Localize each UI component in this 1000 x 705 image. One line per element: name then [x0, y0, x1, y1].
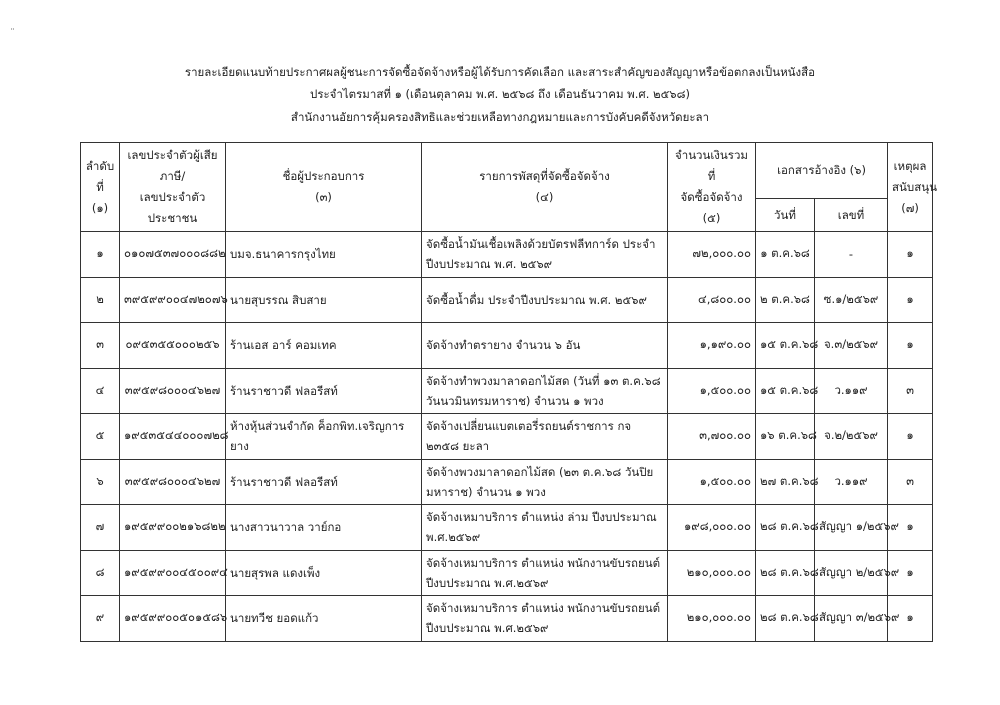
cell-vendor: นางสาวนาวาล วาย์กอ	[226, 505, 422, 551]
cell-taxid: ๓๙๕๙๘๐๐๐๔๖๒๗	[120, 459, 226, 505]
cell-reason: ๑	[888, 505, 933, 551]
col-header-item: รายการพัสดุที่จัดซื้อจัดจ้าง (๔)	[422, 143, 668, 232]
cell-taxid: ๐๑๐๗๕๓๗๐๐๐๘๘๒	[120, 232, 226, 278]
table-row	[81, 323, 933, 369]
cell-taxid: ๑๙๕๓๕๔๔๐๐๐๗๒๘	[120, 414, 226, 460]
cell-ref-no: สัญญา ๓/๒๕๖๙	[815, 596, 888, 642]
cell-vendor: นายสุรพล แดงเพ็ง	[226, 550, 422, 596]
col-header-no: ลำดับที่ (๑)	[81, 143, 120, 232]
col-header-ref-no: เลขที่	[815, 199, 888, 232]
cell-no: ๒	[81, 277, 120, 323]
cell-ref-no: จ.๓/๒๕๖๙	[815, 323, 888, 369]
cell-amount: ๒๑๐,๐๐๐.๐๐	[668, 596, 756, 642]
cell-ref-no: สัญญา ๑/๒๕๖๙	[815, 505, 888, 551]
table-row	[81, 368, 933, 414]
cell-item: จัดจ้างเหมาบริการ ตำแหน่ง พนักงานขับรถยนต์ ปีงบประมาณ พ.ศ.๒๕๖๙	[422, 596, 668, 642]
cell-date: ๑๕ ต.ค.๖๘	[756, 368, 815, 414]
scan-mark: ¨	[10, 28, 15, 39]
col-header-reason: เหตุผล สนับสนุน (๗)	[888, 143, 933, 232]
cell-amount: ๑,๕๐๐.๐๐	[668, 368, 756, 414]
cell-ref-no: สัญญา ๒/๒๕๖๙	[815, 550, 888, 596]
cell-taxid: ๑๙๕๙๙๐๐๒๑๖๘๒๒	[120, 505, 226, 551]
cell-date: ๑๕ ต.ค.๖๘	[756, 323, 815, 369]
table-row	[81, 596, 933, 642]
cell-no: ๓	[81, 323, 120, 369]
cell-taxid: ๓๙๕๙๘๐๐๐๔๖๒๗	[120, 368, 226, 414]
table-row	[81, 505, 933, 551]
cell-reason: ๑	[888, 232, 933, 278]
cell-amount: ๑๙๘,๐๐๐.๐๐	[668, 505, 756, 551]
cell-amount: ๔,๘๐๐.๐๐	[668, 277, 756, 323]
cell-amount: ๑,๕๐๐.๐๐	[668, 459, 756, 505]
cell-vendor: ร้านราชาวดี ฟลอรีสท์	[226, 368, 422, 414]
cell-reason: ๑	[888, 323, 933, 369]
cell-vendor: ร้านเอส อาร์ คอมเทค	[226, 323, 422, 369]
cell-amount: ๑,๑๙๐.๐๐	[668, 323, 756, 369]
cell-reason: ๑	[888, 277, 933, 323]
cell-vendor: ห้างหุ้นส่วนจำกัด ค็อกพิท.เจริญการยาง	[226, 414, 422, 460]
cell-no: ๑	[81, 232, 120, 278]
cell-no: ๙	[81, 596, 120, 642]
cell-item: จัดจ้างเหมาบริการ ตำแหน่ง พนักงานขับรถยนต์ ปีงบประมาณ พ.ศ.๒๕๖๙	[422, 550, 668, 596]
table-row	[81, 459, 933, 505]
cell-item: จัดจ้างพวงมาลาดอกไม้สด (๒๓ ต.ค.๖๘ วันปิยมหาราช) จำนวน ๑ พวง	[422, 459, 668, 505]
cell-reason: ๓	[888, 459, 933, 505]
cell-amount: ๓,๗๐๐.๐๐	[668, 414, 756, 460]
cell-date: ๑๖ ต.ค.๖๘	[756, 414, 815, 460]
cell-no: ๖	[81, 459, 120, 505]
report-agency: สำนักงานอัยการคุ้มครองสิทธิและช่วยเหลือทางกฎหมายและการบังคับคดีจังหวัดยะลา	[290, 110, 710, 124]
cell-taxid: ๑๙๕๙๙๐๐๕๐๑๕๘๖	[120, 596, 226, 642]
table-row	[81, 277, 933, 323]
procurement-table	[80, 142, 937, 642]
cell-ref-no: -	[815, 232, 888, 278]
cell-date: ๑ ต.ค.๖๘	[756, 232, 815, 278]
cell-no: ๗	[81, 505, 120, 551]
report-title: รายละเอียดแนบท้ายประกาศผลผู้ชนะการจัดซื้อจัดจ้างหรือผู้ได้รับการคัดเลือก และสาระสำคัญของสัญญาหรือข้อตกลงเป็นหนังสือ	[184, 65, 816, 79]
cell-date: ๒๗ ต.ค.๖๘	[756, 459, 815, 505]
cell-amount: ๗๒,๐๐๐.๐๐	[668, 232, 756, 278]
cell-item: จัดซื้อน้ำมันเชื้อเพลิงด้วยบัตรฟลีทการ์ด ประจำปีงบประมาณ พ.ศ. ๒๕๖๙	[422, 232, 668, 278]
cell-ref-no: ว.๑๑๙	[815, 459, 888, 505]
cell-taxid: ๐๙๕๓๕๕๐๐๐๒๕๖	[120, 323, 226, 369]
cell-item: จัดซื้อน้ำดื่ม ประจำปีงบประมาณ พ.ศ. ๒๕๖๙	[422, 277, 668, 323]
col-header-ref-date: วันที่	[756, 199, 815, 232]
cell-reason: ๑	[888, 414, 933, 460]
cell-no: ๘	[81, 550, 120, 596]
cell-no: ๕	[81, 414, 120, 460]
cell-vendor: นายสุบรรณ สิบสาย	[226, 277, 422, 323]
cell-vendor: บมจ.ธนาคารกรุงไทย	[226, 232, 422, 278]
cell-vendor: ร้านราชาวดี ฟลอรีสท์	[226, 459, 422, 505]
col-header-reference: เอกสารอ้างอิง (๖)	[756, 143, 888, 199]
cell-date: ๒๘ ต.ค.๖๘	[756, 505, 815, 551]
cell-reason: ๑	[888, 550, 933, 596]
table-row	[81, 232, 933, 278]
table-row	[81, 414, 933, 460]
cell-reason: ๑	[888, 596, 933, 642]
cell-item: จัดจ้างทำตรายาง จำนวน ๖ อัน	[422, 323, 668, 369]
report-period: ประจำไตรมาสที่ ๑ (เดือนตุลาคม พ.ศ. ๒๕๖๘ ถึง เดือนธันวาคม พ.ศ. ๒๕๖๘)	[310, 87, 690, 101]
col-header-amount: จำนวนเงินรวมที่ จัดซื้อจัดจ้าง (๕)	[668, 143, 756, 232]
col-header-taxid: เลขประจำตัวผู้เสีย ภาษี/ เลขประจำตัวประชาชน	[120, 143, 226, 232]
table-row	[81, 550, 933, 596]
cell-ref-no: ว.๑๑๙	[815, 368, 888, 414]
cell-date: ๒ ต.ค.๖๘	[756, 277, 815, 323]
cell-taxid: ๓๙๕๙๙๐๐๔๗๒๐๗๖	[120, 277, 226, 323]
cell-ref-no: ซ.๑/๒๕๖๙	[815, 277, 888, 323]
cell-no: ๔	[81, 368, 120, 414]
cell-item: จัดจ้างทำพวงมาลาดอกไม้สด (วันที่ ๑๓ ต.ค.๖๘ วันนวมินทรมหาราช) จำนวน ๑ พวง	[422, 368, 668, 414]
cell-taxid: ๑๙๕๙๙๐๐๔๕๐๐๙๔	[120, 550, 226, 596]
cell-date: ๒๘ ต.ค.๖๘	[756, 596, 815, 642]
col-header-vendor: ชื่อผู้ประกอบการ (๓)	[226, 143, 422, 232]
cell-vendor: นายทวีช ยอดแก้ว	[226, 596, 422, 642]
cell-item: จัดจ้างเปลี่ยนแบตเตอรี่รถยนต์ราชการ กจ ๒๓๕๘ ยะลา	[422, 414, 668, 460]
cell-reason: ๓	[888, 368, 933, 414]
cell-ref-no: จ.๒/๒๕๖๙	[815, 414, 888, 460]
cell-item: จัดจ้างเหมาบริการ ตำแหน่ง ล่าม ปีงบประมาณ พ.ศ.๒๕๖๙	[422, 505, 668, 551]
cell-amount: ๒๑๐,๐๐๐.๐๐	[668, 550, 756, 596]
cell-date: ๒๘ ต.ค.๖๘	[756, 550, 815, 596]
